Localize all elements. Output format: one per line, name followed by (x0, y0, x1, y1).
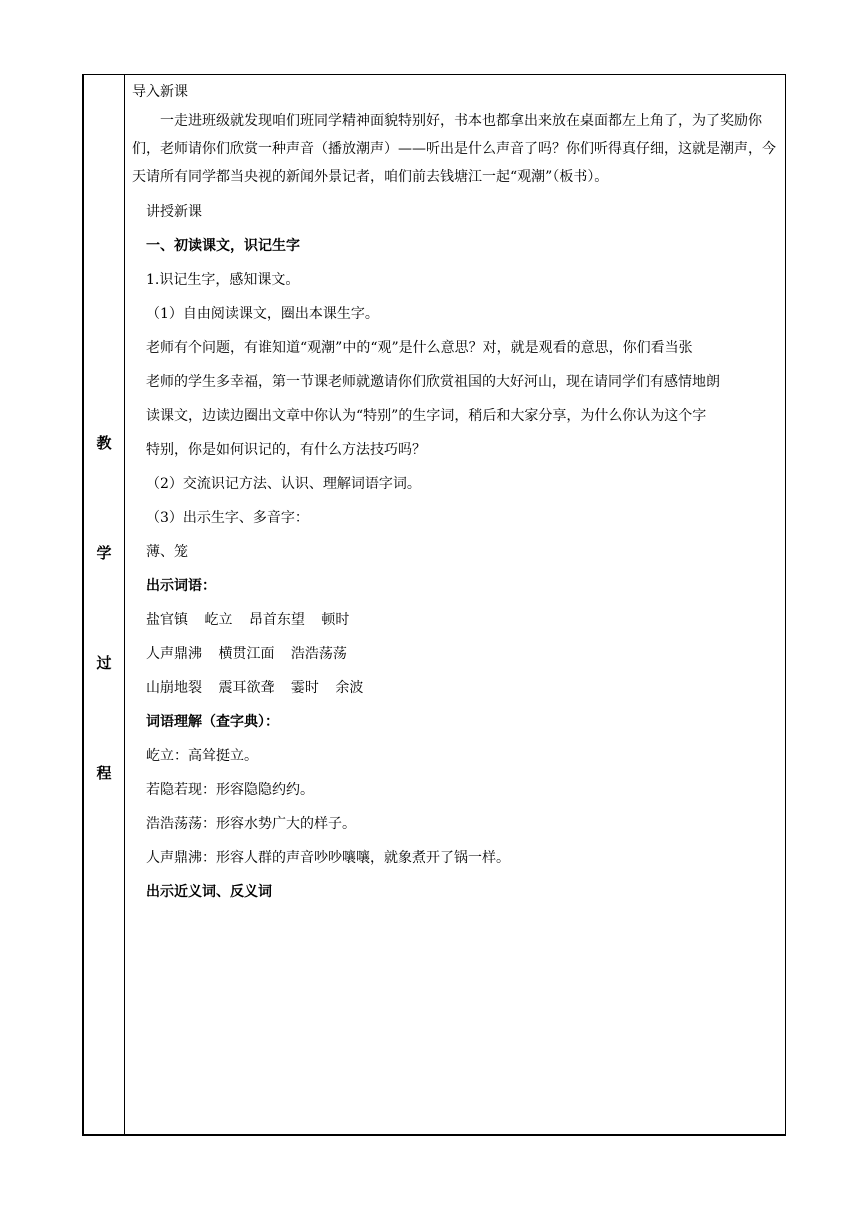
teacher-line: 读课文，边读边圈出文章中你认为“特别”的生字词，稍后和大家分享，为什么你认为这个字 (146, 408, 707, 424)
teacher-question (132, 331, 780, 467)
words-heading: 出示词语： (146, 578, 216, 594)
word: 震耳欲聋 (218, 680, 275, 696)
synonyms-heading: 出示近义词、反义词 (146, 884, 272, 900)
intro-heading: 导入新课 (132, 84, 188, 100)
side-label-jiao: 教 (96, 434, 112, 452)
definition: 浩浩荡荡：形容水势广大的样子。 (146, 816, 356, 832)
item-1: 1.识记生字，感知课文。 (146, 272, 300, 288)
word-row (132, 671, 780, 705)
step-1: （1）自由阅读课文，圈出本课生字。 (146, 306, 379, 322)
word-row (132, 637, 780, 671)
lesson-heading: 讲授新课 (146, 204, 202, 220)
lesson-content (132, 81, 780, 909)
section-heading: 一、初读课文，识记生字 (146, 238, 300, 254)
definition: 若隐若现：形容隐隐约约。 (146, 782, 314, 798)
word: 屹立 (204, 612, 233, 628)
side-label-guo: 过 (96, 654, 112, 672)
intro-paragraph: 一走进班级就发现咱们班同学精神面貌特别好，书本也都拿出来放在桌面都左上角了，为了奖励你们，老师请你们欣赏一种声音（播放潮声）——听出是什么声音了吗？你们听得真仔细，这就是潮声，今天请所有同学都当央视的新闻外景记者，咱们前去钱塘江一起“观潮”（板书）。 (132, 113, 776, 185)
word: 顿时 (321, 612, 350, 628)
word: 山崩地裂 (146, 680, 202, 696)
side-label-xue: 学 (96, 544, 112, 562)
teacher-line: 老师的学生多幸福，第一节课老师就邀请你们欣赏祖国的大好河山，现在请同学们有感情地朗 (146, 374, 720, 390)
understanding-heading: 词语理解（查字典）： (146, 714, 279, 730)
word-row (132, 603, 780, 637)
column-divider (124, 75, 125, 1134)
word: 昂首东望 (248, 612, 305, 628)
word: 余波 (335, 680, 364, 696)
word: 横贯江面 (218, 646, 275, 662)
lesson-table (82, 74, 786, 1136)
teacher-line: 特别，你是如何识记的，有什么方法技巧吗？ (146, 442, 426, 458)
word: 浩浩荡荡 (290, 646, 347, 662)
definition: 人声鼎沸：形容人群的声音吵吵嚷嚷，就象煮开了锅一样。 (146, 850, 510, 866)
definition: 屹立：高耸挺立。 (146, 748, 258, 764)
side-label-cheng: 程 (96, 764, 112, 782)
word: 霎时 (290, 680, 319, 696)
new-characters: 薄、笼 (146, 544, 188, 560)
teacher-line: 老师有个问题，有谁知道“观潮”中的“观”是什么意思？对，就是观看的意思，你们看当张 (146, 340, 693, 356)
word: 人声鼎沸 (146, 646, 202, 662)
word: 盐官镇 (146, 612, 188, 628)
step-2: （2）交流识记方法、认识、理解词语字词。 (146, 476, 421, 492)
step-3: （3）出示生字、多音字： (146, 510, 309, 526)
